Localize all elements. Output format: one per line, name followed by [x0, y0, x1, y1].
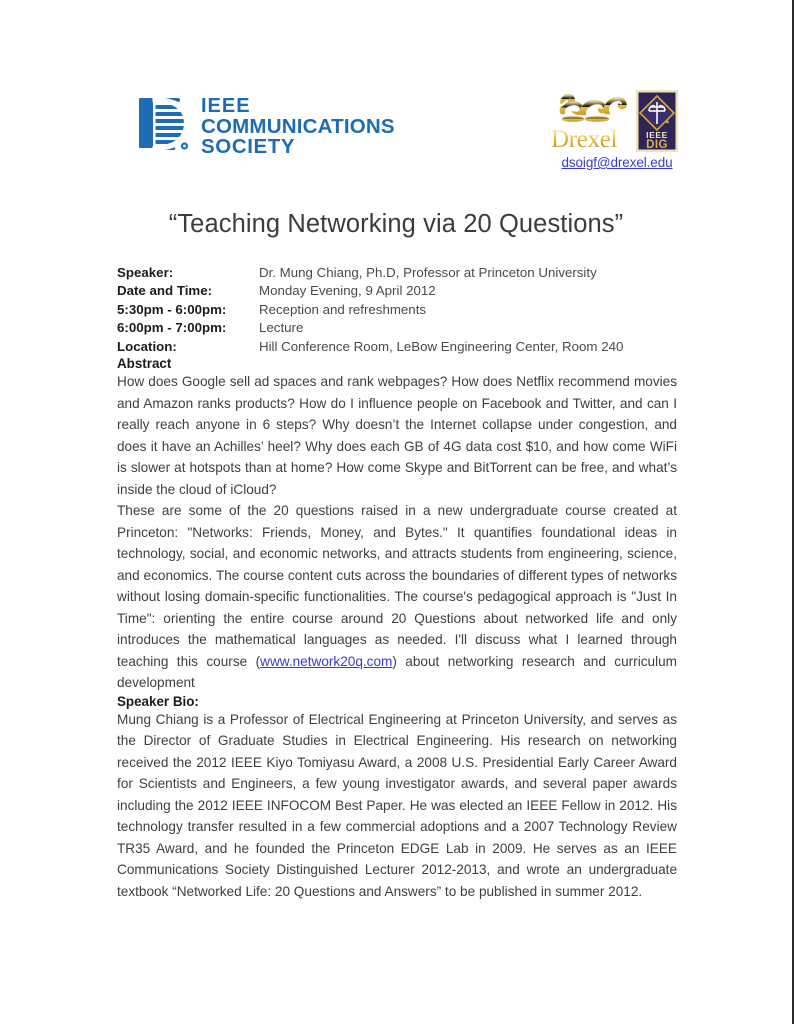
table-row	[117, 319, 677, 337]
abstract-paragraph-2	[117, 500, 677, 694]
ieee-comsoc-mark-icon	[139, 96, 191, 152]
abstract-p2-text-before-link: These are some of the 20 questions raised in a new undergraduate course created at Princeton: "Networks: Friends, Money, and Bytes." It quantifies foundational ideas in technology, social, and economic networks, and attracts students from engineering, science, and economics. The course content cuts across the boundaries of different types of networks without losing domain-specific functionalities. The course's pedagogical approach is "Just In Time": orienting the entire course around 20 Questions about networked life and only introduces the mathematical languages as needed. I'll discuss what I learned through teaching this course (	[117, 503, 677, 669]
ieee-comsoc-wordmark	[201, 96, 395, 157]
detail-value-date-time: Monday Evening, 9 April 2012	[259, 283, 436, 299]
course-website-link[interactable]: www.network20q.com	[260, 653, 393, 669]
table-row	[117, 338, 677, 356]
page-header	[0, 88, 792, 188]
detail-label-date-time: Date and Time:	[117, 283, 213, 299]
ieee-dig-logo	[636, 90, 678, 152]
detail-label-location: Location:	[117, 338, 177, 354]
speaker-bio-heading: Speaker Bio:	[117, 693, 199, 709]
page-title: “Teaching Networking via 20 Questions”	[168, 210, 624, 238]
drexel-logo	[551, 90, 631, 152]
detail-value-speaker: Dr. Mung Chiang, Ph.D, Professor at Princeton University	[259, 265, 597, 280]
ieee-logo-line2: COMMUNICATIONS	[201, 114, 395, 138]
detail-value-location: Hill Conference Room, LeBow Engineering Center, Room 240	[259, 338, 624, 354]
table-row	[117, 264, 677, 282]
document-body	[117, 264, 677, 902]
drexel-dig-logo-group	[551, 88, 683, 170]
detail-label-lecture-time: 6:00pm - 7:00pm:	[117, 320, 227, 336]
detail-value-lecture: Lecture	[259, 320, 304, 336]
table-row	[117, 301, 677, 319]
drexel-wordmark: Drexel	[551, 126, 618, 153]
abstract-p2-text-after-link: ) about networking research and curriculum development	[117, 653, 677, 691]
contact-email-link[interactable]: dsoigf@drexel.edu	[561, 155, 673, 170]
abstract-paragraph-1: How does Google sell ad spaces and rank webpages? How does Netflix recommend movies and Amazon ranks products? How do I influence people on Facebook and Twitter, and can I really reach anyone in 6 steps? Why doesn’t the Internet collapse under congestion, and does it have an Achilles’ heel? Why does each GB of 4G data cost $10, and how come WiFi is slower at hotspots than at home? How come Skype and BitTorrent can be free, and what’s inside the cloud of iCloud?	[117, 374, 677, 497]
detail-label-speaker: Speaker:	[117, 265, 174, 280]
ieee-comsoc-logo	[139, 96, 395, 157]
abstract-heading: Abstract	[117, 356, 172, 372]
ieee-logo-line1: IEEE	[201, 95, 251, 117]
detail-label-reception-time: 5:30pm - 6:00pm:	[117, 301, 227, 317]
svg-text:IEEE: IEEE	[646, 130, 668, 140]
detail-value-reception: Reception and refreshments	[259, 301, 427, 317]
table-row	[117, 282, 677, 300]
speaker-bio-paragraph: Mung Chiang is a Professor of Electrical Engineering at Princeton University, and serves as the Director of Graduate Studies in Electrical Engineering. His research on networking received the 2012 IEEE Kiyo Tomiyasu Award, a 2008 U.S. Presidential Early Career Award for Scientists and Engineers, a few young investigator awards, and several paper awards including the 2012 IEEE INFOCOM Best Paper. He was elected an IEEE Fellow in 2012. His technology transfer resulted in a few commercial adoptions and a 2007 Technology Review TR35 Award, and he founded the Princeton EDGE Lab in 2009. He serves as an IEEE Communications Society Distinguished Lecturer 2012-2013, and wrote an undergraduate textbook “Networked Life: 20 Questions and Answers” to be published in summer 2012.	[117, 711, 677, 899]
event-details-table	[117, 264, 677, 356]
svg-text:DIG: DIG	[646, 139, 668, 151]
ieee-logo-line3: SOCIETY	[201, 135, 296, 159]
